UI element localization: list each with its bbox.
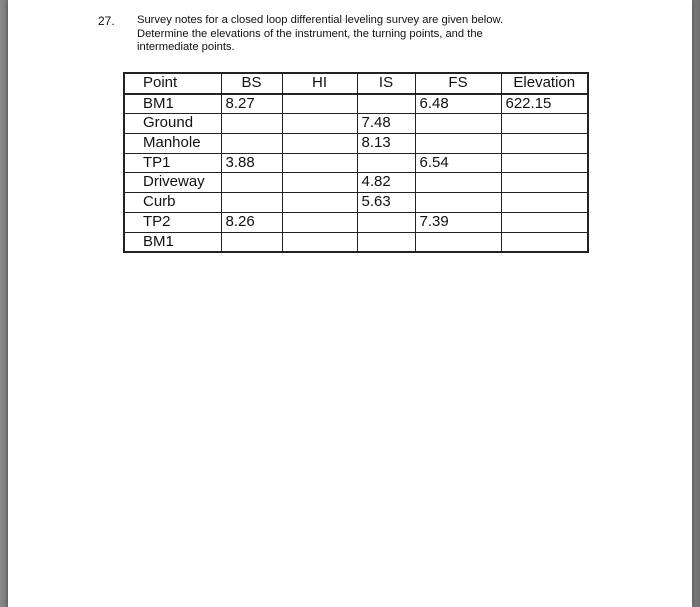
- cell-hi: [282, 232, 357, 252]
- cell-is: 7.48: [357, 114, 415, 134]
- cell-point: Manhole: [124, 134, 221, 154]
- cell-is: [357, 212, 415, 232]
- cell-is: 8.13: [357, 134, 415, 154]
- header-point: Point: [124, 73, 221, 94]
- cell-fs: [415, 114, 501, 134]
- question-line: Survey notes for a closed loop differential leveling survey are given below.: [137, 14, 504, 26]
- document-page: [8, 0, 692, 607]
- table-row: [124, 134, 588, 154]
- cell-bs: [221, 193, 282, 213]
- table-row: [124, 173, 588, 193]
- cell-hi: [282, 173, 357, 193]
- cell-bs: 3.88: [221, 153, 282, 173]
- question-line: intermediate points.: [137, 41, 235, 54]
- cell-bs: [221, 232, 282, 252]
- table-row: [124, 114, 588, 134]
- cell-fs: 6.48: [415, 94, 501, 114]
- header-is: IS: [357, 73, 415, 94]
- cell-is: [357, 94, 415, 114]
- cell-elevation: [501, 114, 588, 134]
- header-elevation: Elevation: [501, 73, 588, 94]
- cell-fs: 7.39: [415, 212, 501, 232]
- cell-bs: [221, 114, 282, 134]
- table-row: [124, 94, 588, 114]
- cell-elevation: [501, 212, 588, 232]
- cell-fs: [415, 134, 501, 154]
- cell-point: Driveway: [124, 173, 221, 193]
- cell-elevation: [501, 232, 588, 252]
- cell-bs: 8.27: [221, 94, 282, 114]
- question-line: Determine the elevations of the instrument, the turning points, and the: [137, 27, 483, 40]
- table-row: [124, 232, 588, 252]
- cell-hi: [282, 134, 357, 154]
- table-row: [124, 153, 588, 173]
- question-text: [137, 14, 577, 55]
- table-header-row: [124, 73, 588, 94]
- cell-fs: [415, 232, 501, 252]
- header-bs: BS: [221, 73, 282, 94]
- cell-is: 4.82: [357, 173, 415, 193]
- cell-point: Ground: [124, 114, 221, 134]
- cell-bs: [221, 134, 282, 154]
- cell-is: [357, 153, 415, 173]
- cell-bs: [221, 173, 282, 193]
- cell-hi: [282, 212, 357, 232]
- cell-hi: [282, 153, 357, 173]
- cell-bs: 8.26: [221, 212, 282, 232]
- cell-point: Curb: [124, 193, 221, 213]
- cell-elevation: [501, 134, 588, 154]
- cell-point: BM1: [124, 232, 221, 252]
- cell-hi: [282, 193, 357, 213]
- cell-hi: [282, 114, 357, 134]
- cell-fs: 6.54: [415, 153, 501, 173]
- table-row: [124, 212, 588, 232]
- header-fs: FS: [415, 73, 501, 94]
- cell-elevation: [501, 193, 588, 213]
- cell-is: [357, 232, 415, 252]
- cell-elevation: 622.15: [501, 94, 588, 114]
- cell-elevation: [501, 153, 588, 173]
- cell-point: TP2: [124, 212, 221, 232]
- cell-hi: [282, 94, 357, 114]
- cell-elevation: [501, 173, 588, 193]
- cell-is: 5.63: [357, 193, 415, 213]
- leveling-notes-table: [123, 72, 589, 253]
- cell-fs: [415, 173, 501, 193]
- cell-point: TP1: [124, 153, 221, 173]
- header-hi: HI: [282, 73, 357, 94]
- table-row: [124, 193, 588, 213]
- cell-point: BM1: [124, 94, 221, 114]
- question-number: 27.: [98, 14, 115, 28]
- cell-fs: [415, 193, 501, 213]
